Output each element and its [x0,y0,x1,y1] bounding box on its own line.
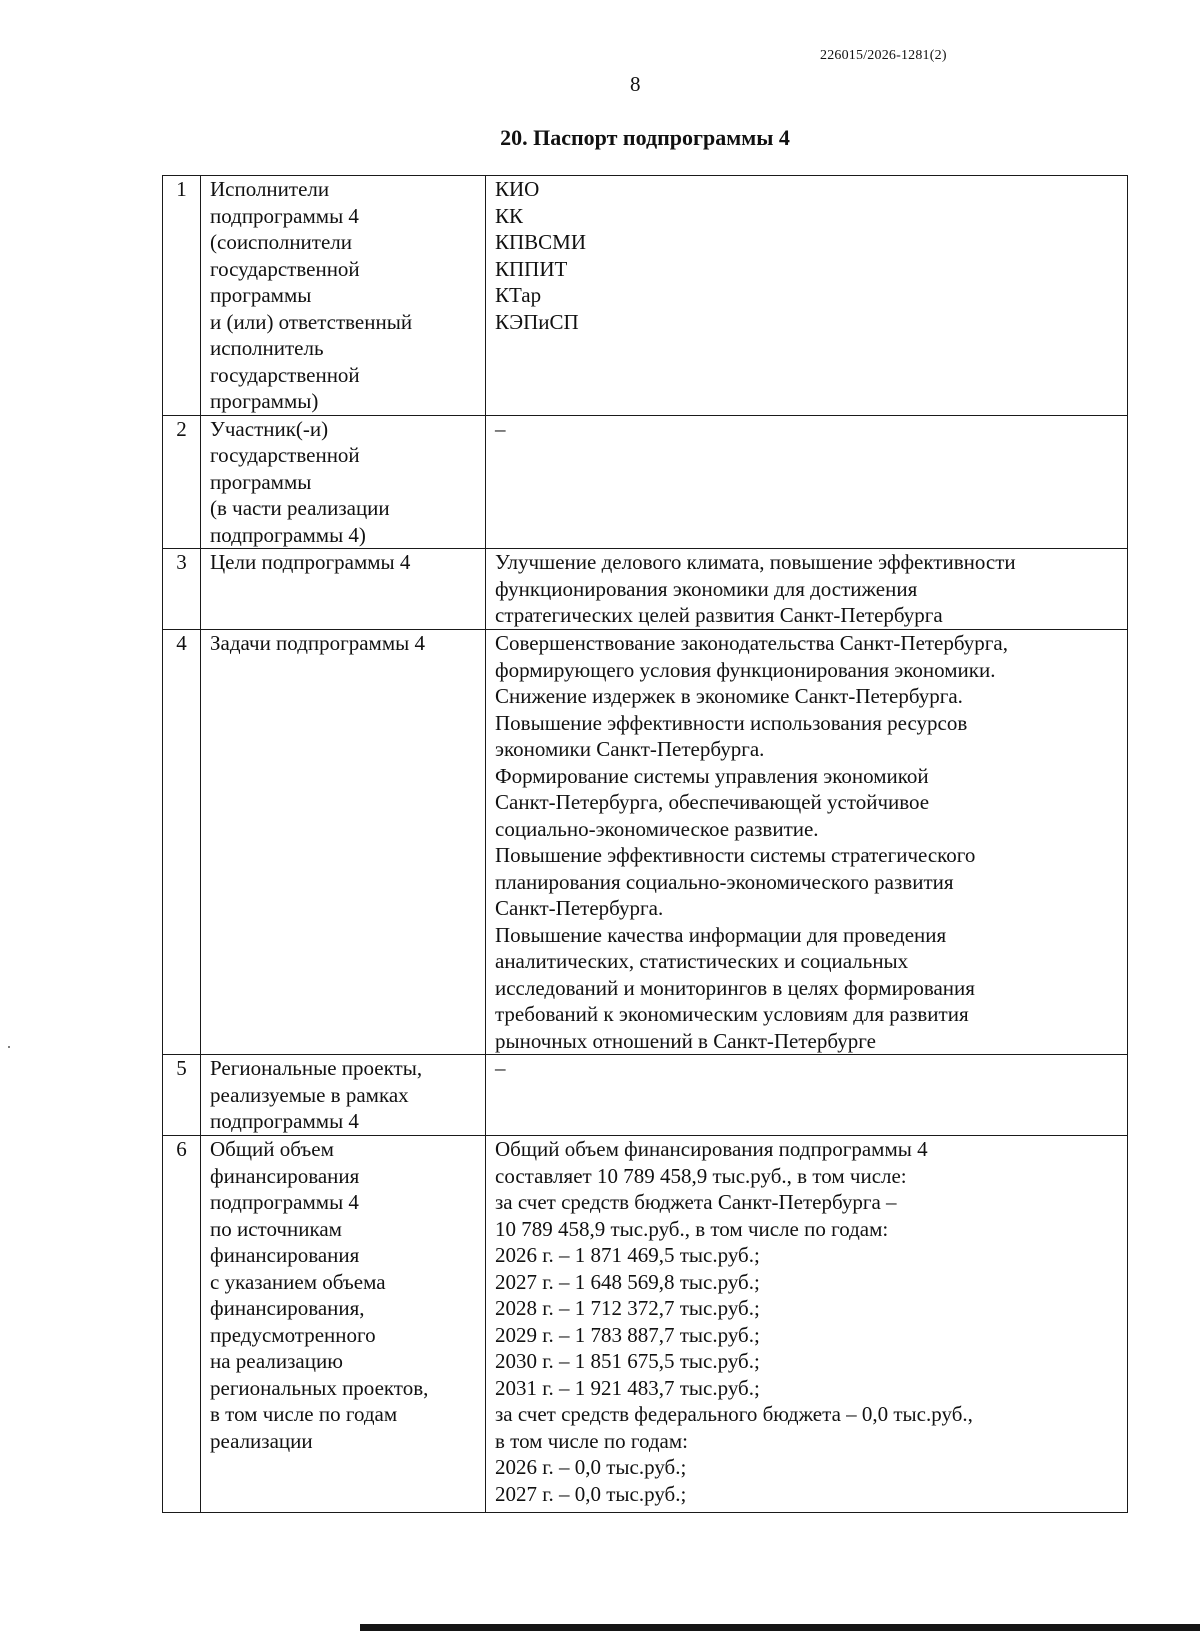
row-number: 3 [163,549,201,630]
row-value: – [486,1055,1128,1136]
row-number: 6 [163,1136,201,1513]
row-number: 1 [163,176,201,416]
scan-bottom-edge [360,1624,1200,1631]
row-label: Исполнители подпрограммы 4 (соисполнители государственной программы и (или) ответственный исполнитель государственной программы) [201,176,486,416]
document-registration-number: 226015/2026-1281(2) [820,48,947,63]
table-row [163,549,1128,630]
row-value: КИО КК КПВСМИ КППИТ КТар КЭПиСП [486,176,1128,416]
row-number: 5 [163,1055,201,1136]
subprogram-passport-table [162,175,1128,1513]
row-value: – [486,415,1128,549]
row-value: Улучшение делового климата, повышение эффективности функционирования экономики для достижения стратегических целей развития Санкт-Петербурга [486,549,1128,630]
row-label: Задачи подпрограммы 4 [201,630,486,1055]
row-number: 4 [163,630,201,1055]
table-row [163,630,1128,1055]
scan-artifact-speck [8,1046,10,1048]
row-label: Участник(-и) государственной программы (в части реализации подпрограммы 4) [201,415,486,549]
table-row [163,176,1128,416]
table-row [163,1136,1128,1513]
row-value: Совершенствование законодательства Санкт-Петербурга, формирующего условия функционирования экономики. Снижение издержек в экономике Санкт-Петербурга. Повышение эффективности использования ресурсов экономики Санкт-Петербурга. Формирование системы управления экономикой Санкт-Петербурга, обеспечивающей устойчивое социально-экономическое развитие. Повышение эффективности системы стратегического планирования социально-экономического развития Санкт-Петербурга. Повышение качества информации для проведения аналитических, статистических и социальных исследований и мониторингов в целях формирования требований к экономическим условиям для развития рыночных отношений в Санкт-Петербурге [486,630,1128,1055]
section-title: 20. Паспорт подпрограммы 4 [500,125,790,150]
row-label: Цели подпрограммы 4 [201,549,486,630]
row-label: Общий объем финансирования подпрограммы 4 по источникам финансирования с указанием объема финансирования, предусмотренного на реализацию региональных проектов, в том числе по годам реализации [201,1136,486,1513]
page-number: 8 [630,72,641,96]
table-row [163,1055,1128,1136]
row-value: Общий объем финансирования подпрограммы 4 составляет 10 789 458,9 тыс.руб., в том числе: за счет средств бюджета Санкт-Петербурга – 10 789 458,9 тыс.руб., в том числе по годам: 2026 г. – 1 871 469,5 тыс.руб.; 2027 г. – 1 648 569,8 тыс.руб.; 2028 г. – 1 712 372,7 тыс.руб.; 2029 г. – 1 783 887,7 тыс.руб.; 2030 г. – 1 851 675,5 тыс.руб.; 2031 г. – 1 921 483,7 тыс.руб.; за счет средств федерального бюджета – 0,0 тыс.руб., в том числе по годам: 2026 г. – 0,0 тыс.руб.; 2027 г. – 0,0 тыс.руб.; [486,1136,1128,1513]
row-label: Региональные проекты, реализуемые в рамках подпрограммы 4 [201,1055,486,1136]
row-number: 2 [163,415,201,549]
table-row [163,415,1128,549]
